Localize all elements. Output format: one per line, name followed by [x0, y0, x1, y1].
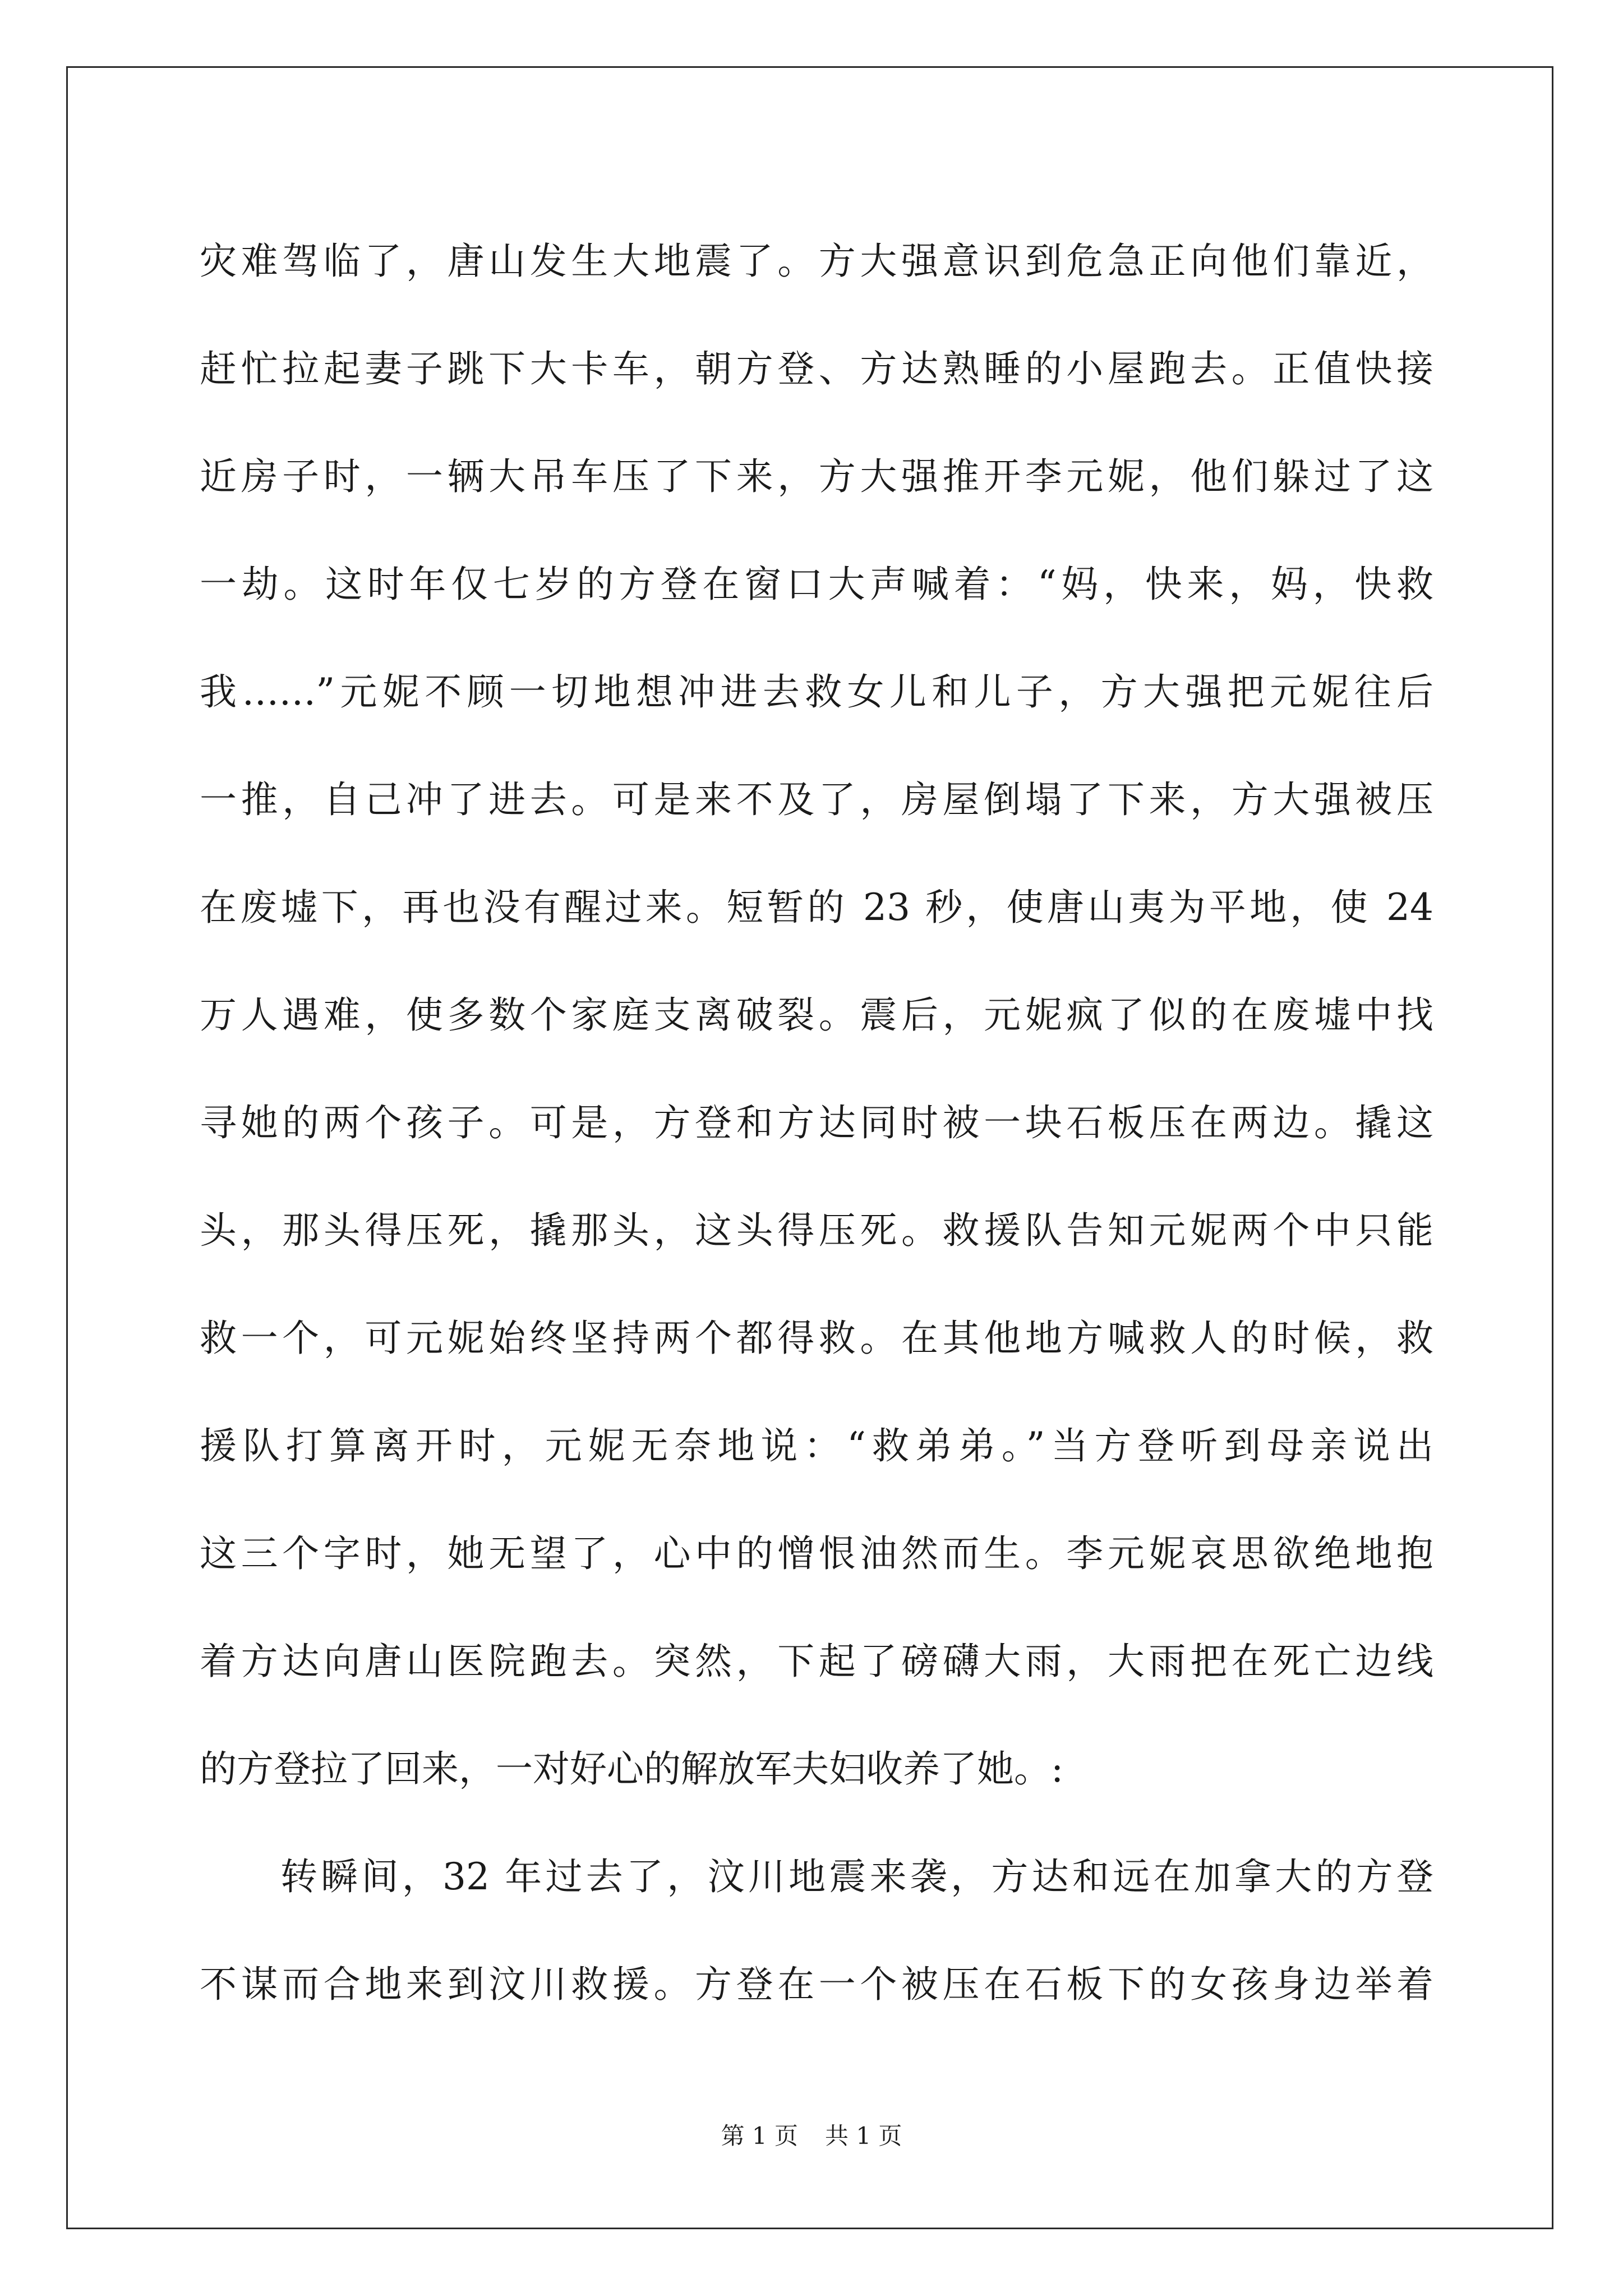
text-line: 不谋而合地来到汶川救援。方登在一个被压在石板下的女孩身边举着 [200, 1963, 1433, 2006]
text-line: 我……”元妮不顾一切地想冲进去救女儿和儿子，方大强把元妮往后 [200, 670, 1433, 714]
text-line: 万人遇难，使多数个家庭支离破裂。震后，元妮疯了似的在废墟中找 [200, 993, 1433, 1037]
document-body [200, 208, 1433, 2039]
page-total: 共 1 页 [825, 2122, 902, 2150]
text-line: 这三个字时，她无望了，心中的憎恨油然而生。李元妮哀思欲绝地抱 [200, 1532, 1433, 1575]
text-line: 灾难驾临了，唐山发生大地震了。方大强意识到危急正向他们靠近， [200, 240, 1433, 283]
text-line: 寻她的两个孩子。可是，方登和方达同时被一块石板压在两边。撬这 [200, 1101, 1433, 1144]
text-line: 一劫。这时年仅七岁的方登在窗口大声喊着：“妈，快来，妈，快救 [200, 563, 1433, 606]
text-line: 救一个，可元妮始终坚持两个都得救。在其他地方喊救人的时候，救 [200, 1317, 1433, 1360]
text-line: 赶忙拉起妻子跳下大卡车，朝方登、方达熟睡的小屋跑去。正值快接 [200, 347, 1433, 390]
text-line: 一推，自己冲了进去。可是来不及了，房屋倒塌了下来，方大强被压 [200, 778, 1433, 821]
text-line: 的方登拉了回来，一对好心的解放军夫妇收养了她。: [200, 1747, 1064, 1791]
text-line: 援队打算离开时，元妮无奈地说：“救弟弟。”当方登听到母亲说出 [200, 1424, 1433, 1467]
page-number: 第 1 页 [721, 2122, 798, 2150]
text-line: 着方达向唐山医院跑去。突然，下起了磅礴大雨，大雨把在死亡边线 [200, 1640, 1433, 1683]
page-footer [0, 2119, 1623, 2153]
text-line: 头，那头得压死，撬那头，这头得压死。救援队告知元妮两个中只能 [200, 1209, 1433, 1252]
text-line: 转瞬间，32 年过去了，汶川地震来袭，方达和远在加拿大的方登 [280, 1855, 1433, 1898]
text-line: 近房子时，一辆大吊车压了下来，方大强推开李元妮，他们躲过了这 [200, 455, 1433, 498]
text-line: 在废墟下，再也没有醒过来。短暂的 23 秒，使唐山夷为平地，使 24 [200, 886, 1433, 929]
